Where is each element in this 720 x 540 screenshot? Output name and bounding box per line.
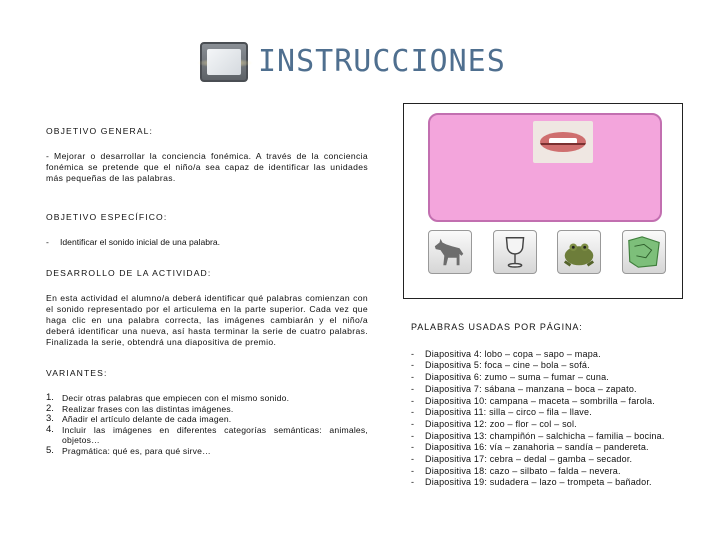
list-text: Decir otras palabras que empiecen con el mismo sonido. (62, 393, 290, 403)
list-bullet: - (46, 237, 49, 247)
list-text: Diapositiva 17: cebra – dedal – gamba – secador. (425, 454, 633, 465)
objetivo-especifico-title: OBJETIVO ESPECÍFICO: (46, 212, 168, 222)
variantes-title: VARIANTES: (46, 368, 108, 378)
list-text: Diapositiva 10: campana – maceta – sombrilla – farola. (425, 395, 655, 406)
articulema-panel (428, 113, 662, 222)
list-bullet: - (411, 477, 415, 488)
variantes-list (46, 393, 368, 456)
map-icon[interactable] (622, 230, 666, 274)
list-text: Diapositiva 4: lobo – copa – sapo – mapa. (425, 348, 601, 359)
list-text: Diapositiva 7: sábana – manzana – boca – zapato. (425, 383, 637, 394)
list-item (411, 477, 707, 489)
list-item (411, 384, 707, 396)
wolf-icon[interactable] (428, 230, 472, 274)
list-item (411, 442, 707, 454)
desarrollo-text: En esta actividad el alumno/a deberá identificar qué palabras comienzan con el sonido representado por el articulema en la parte superior. Cada vez que haga clic en una palabra correcta, las imágenes cambiarán y el niño/a deberá identificar una nueva, así hasta terminar la serie de cuatro palabras. Finalizada la serie, obtendrá una diapositiva de premio. (46, 293, 368, 347)
list-number: 3. (46, 413, 54, 424)
list-item (411, 349, 707, 361)
list-text: Diapositiva 16: vía – zanahoria – sandía – pandereta. (425, 442, 649, 453)
list-text: Realizar frases con las distintas imágenes. (62, 403, 234, 414)
list-item (411, 419, 707, 431)
list-number: 5. (46, 444, 54, 456)
list-text: Diapositiva 19: sudadera – lazo – trompeta – bañador. (425, 477, 652, 488)
list-item (411, 372, 707, 384)
list-bullet: - (411, 465, 415, 476)
list-text: Añadir el artículo delante de cada imagen. (62, 414, 232, 424)
list-text: Diapositiva 13: champiñón – salchicha – familia – bocina. (425, 430, 665, 441)
desarrollo-title: DESARROLLO DE LA ACTIVIDAD: (46, 268, 212, 278)
palabras-list (411, 349, 707, 489)
list-item (46, 414, 368, 425)
header (198, 40, 518, 84)
instructions-column (46, 126, 368, 456)
list-item (411, 466, 707, 478)
list-item (46, 404, 368, 415)
list-bullet: - (411, 348, 415, 359)
list-bullet: - (411, 360, 415, 371)
page-title: INSTRUCCIONES (258, 44, 506, 79)
list-bullet: - (411, 372, 415, 383)
list-item (411, 431, 707, 443)
list-item (46, 237, 368, 248)
objetivo-general-text: - Mejorar o desarrollar la conciencia fonémica. A través de la conciencia fonémica se pretende que el niño/a sea capaz de identificar las unidades más pequeñas de las palabras. (46, 151, 368, 183)
list-text: Diapositiva 6: zumo – suma – fumar – cuna. (425, 372, 609, 383)
mouth-icon (533, 121, 593, 163)
list-text: Diapositiva 12: zoo – flor – col – sol. (425, 418, 577, 429)
list-number: 2. (46, 402, 54, 414)
list-bullet: - (411, 430, 415, 441)
list-number: 1. (46, 392, 54, 403)
list-bullet: - (411, 442, 415, 453)
list-text: Diapositiva 11: silla – circo – fila – llave. (425, 407, 592, 418)
list-number: 4. (46, 423, 54, 435)
list-item (411, 454, 707, 466)
monitor-icon (200, 42, 248, 82)
list-bullet: - (411, 383, 415, 394)
toad-icon[interactable] (557, 230, 601, 274)
wine-glass-icon[interactable] (493, 230, 537, 274)
list-item (411, 396, 707, 408)
list-text: Pragmática: qué es, para qué sirve… (62, 445, 211, 456)
list-item (46, 425, 368, 446)
list-text: Diapositiva 5: foca – cine – bola – sofá. (425, 360, 590, 371)
slide-preview (403, 103, 683, 299)
list-item (411, 407, 707, 419)
list-text: Identificar el sonido inicial de una palabra. (60, 237, 221, 247)
list-item (411, 360, 707, 372)
palabras-title: PALABRAS USADAS POR PÁGINA: (411, 322, 583, 332)
list-item (46, 446, 368, 457)
list-text: Diapositiva 18: cazo – silbato – falda – nevera. (425, 465, 621, 476)
palabras-column (411, 322, 707, 489)
list-bullet: - (411, 407, 415, 418)
list-item (46, 393, 368, 404)
list-bullet: - (411, 418, 415, 429)
list-bullet: - (411, 395, 415, 406)
list-bullet: - (411, 454, 415, 465)
list-text: Incluir las imágenes en diferentes categorías semánticas: animales, objetos… (62, 424, 368, 445)
objetivo-general-title: OBJETIVO GENERAL: (46, 126, 154, 136)
